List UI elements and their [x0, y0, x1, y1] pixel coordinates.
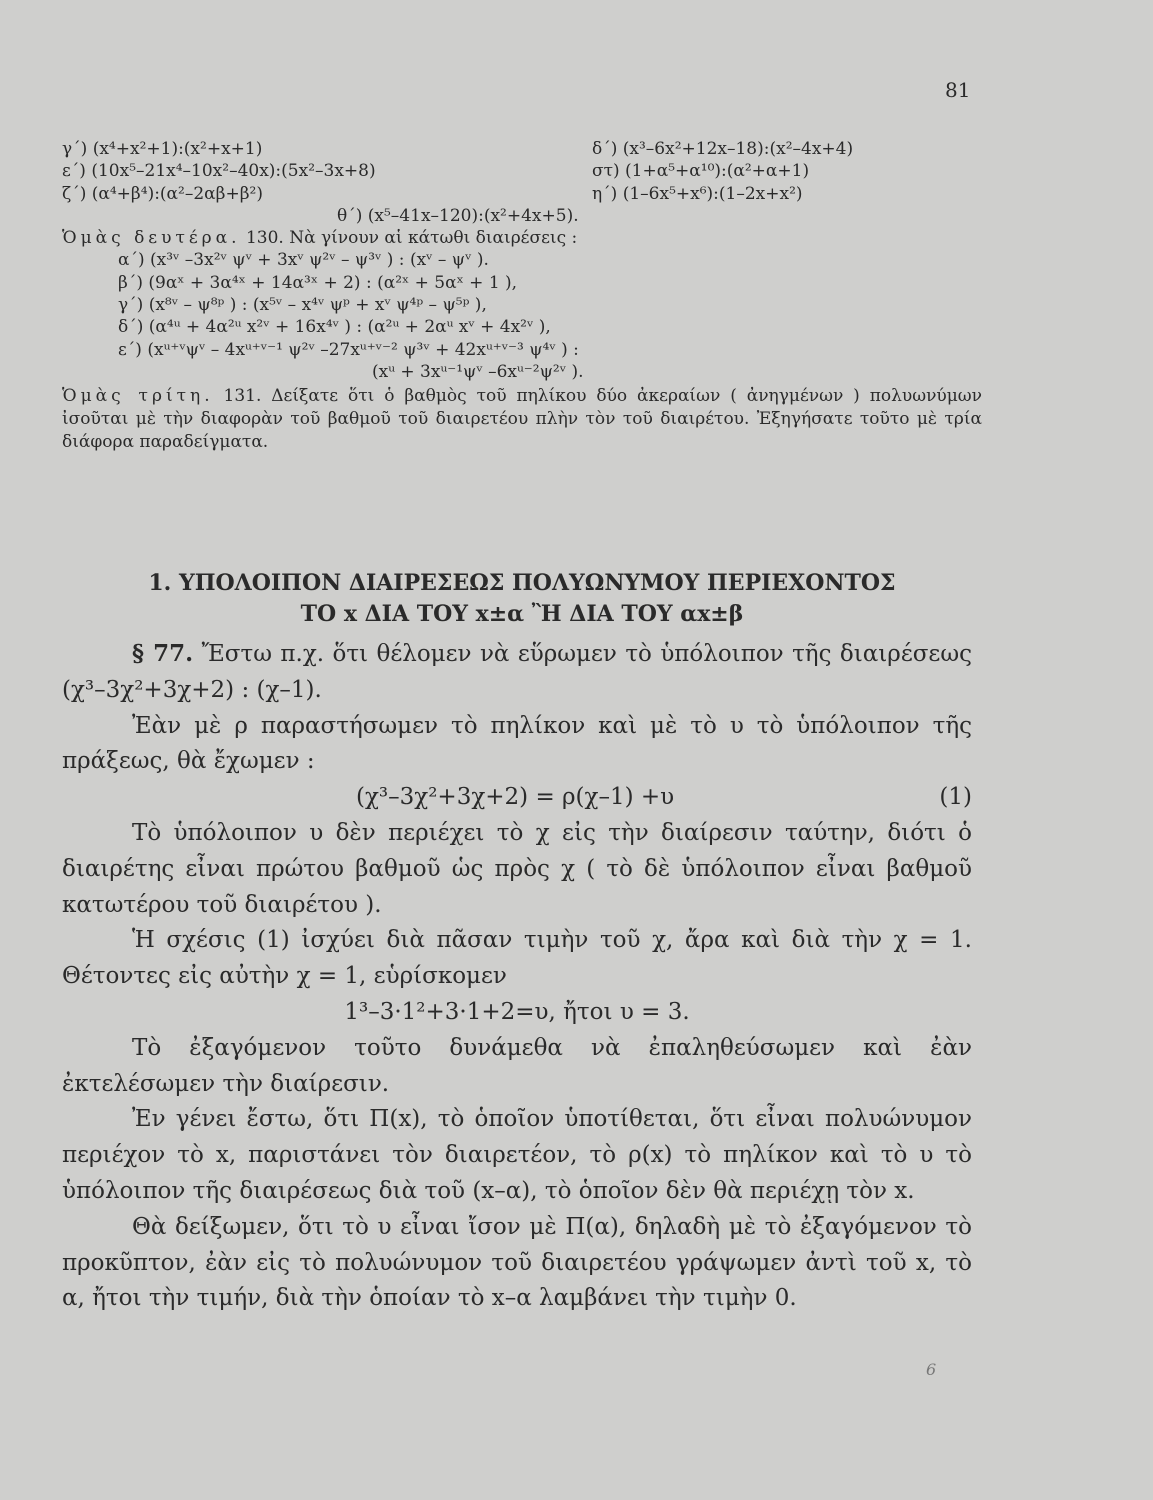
group2-continuation: (xᵘ + 3xᵘ⁻¹ψᵛ –6xᵘ⁻²ψ²ᵛ ).: [372, 361, 584, 382]
group2-item: ε΄) (xᵘ⁺ᵛψᵛ – 4xᵘ⁺ᵛ⁻¹ ψ²ᵛ –27xᵘ⁺ᵛ⁻² ψ³ᵛ + 42xᵘ⁺ᵛ⁻³ ψ⁴ᵛ ) :: [118, 339, 579, 360]
equation-1: [62, 780, 972, 816]
exercise-row: [62, 138, 982, 160]
exercise-left: γ΄) (x⁴+x²+1):(x²+x+1): [62, 139, 263, 159]
group2-item: δ΄) (α⁴ᵘ + 4α²ᵘ x²ᵛ + 16x⁴ᵛ ) : (α²ᵘ + 2αᵘ xᵛ + 4x²ᵛ ),: [118, 317, 551, 338]
paragraph: Τὸ ἐξαγόμενον τοῦτο δυνάμεθα νὰ ἐπαληθεύσωμεν καὶ ἐὰν ἐκτελέσωμεν τὴν διαίρεσιν.: [62, 1034, 972, 1097]
group2-text: 130. Νὰ γίνουν αἱ κάτωθι διαιρέσεις :: [245, 228, 578, 249]
paragraph: Ἐν γένει ἔστω, ὅτι Π(x), τὸ ὁποῖον ὑποτίθεται, ὅτι εἶναι πολυώνυμον περιέχον τὸ x, παριστάνει τὸν διαιρετέον, τὸ ρ(x) τὸ πηλίκον καὶ τὸ υ τὸ ὑπόλοιπον τῆς διαιρέσεως διὰ τοῦ (x–α), τὸ ὁποῖον δὲν θὰ περιέχῃ τὸν x.: [62, 1106, 972, 1204]
paragraph: Τὸ ὑπόλοιπον υ δὲν περιέχει τὸ χ εἰς τὴν διαίρεσιν ταύτην, διότι ὁ διαιρέτης εἶναι πρώτου βαθμοῦ ὡς πρὸς χ ( τὸ δὲ ὑπόλοιπον εἶναι βαθμοῦ κατωτέρου τοῦ διαιρέτου ).: [62, 819, 972, 918]
paragraph: Ἡ σχέσις (1) ἰσχύει διὰ πᾶσαν τιμὴν τοῦ χ, ἄρα καὶ διὰ τὴν χ = 1. Θέτοντες εἰς αὐτὴν χ = 1, εὑρίσκομεν: [62, 927, 972, 990]
heading-line-2: ΤΟ x ΔΙΑ ΤΟΥ x±α Ἢ ΔΙΑ ΤΟΥ αx±β: [300, 601, 744, 627]
exercise-right: στ) (1+α⁵+α¹⁰):(α²+α+1): [592, 161, 810, 182]
group2-item: α΄) (x³ᵛ –3x²ᵛ ψᵛ + 3xᵛ ψ²ᵛ – ψ³ᵛ ) : (xᵛ – ψᵛ ).: [118, 250, 489, 271]
group2-item: γ΄) (x⁸ᵛ – ψ⁸ᵖ ) : (x⁵ᵛ – x⁴ᵛ ψᵖ + xᵛ ψ⁴ᵖ – ψ⁵ᵖ ),: [118, 295, 487, 316]
paragraph: [62, 636, 972, 709]
exercise-left: ε΄) (10x⁵–21x⁴–10x²–40x):(5x²–3x+8): [62, 161, 376, 182]
signature-mark: 6: [926, 1360, 937, 1379]
page-number: 81: [945, 78, 971, 102]
paragraph-text: Ἔστω π.χ. ὅτι θέλομεν νὰ εὕρωμεν τὸ ὑπόλοιπον τῆς διαιρέσεως (χ³–3χ²+3χ+2) : (χ–1).: [62, 641, 972, 703]
heading-line-1: 1. ΥΠΟΛΟΙΠΟΝ ΔΙΑΙΡΕΣΕΩΣ ΠΟΛΥΩΝΥΜΟΥ ΠΕΡΙΕΧΟΝΤΟΣ: [148, 570, 896, 596]
paragraph: Θὰ δείξωμεν, ὅτι τὸ υ εἶναι ἴσον μὲ Π(α), δηλαδὴ μὲ τὸ ἐξαγόμενον τὸ προκῦπτον, ἐὰν εἰς τὸ πολυώνυμον τοῦ διαιρετέου γράψωμεν ἀντὶ τοῦ x, τὸ α, ἤτοι τὴν τιμήν, διὰ τὴν ὁποίαν τὸ x–α λαμβάνει τὴν τιμὴν 0.: [62, 1213, 972, 1312]
section-heading: [62, 568, 982, 630]
group3-label: Ὁμὰς τρίτη.: [62, 386, 214, 407]
group3-text: 131. Δείξατε ὅτι ὁ βαθμὸς τοῦ πηλίκου δύο ἀκεραίων ( ἀνηγμένων ) πολυωνύμων ἰσοῦται μὲ τὴν διαφορὰν τοῦ βαθμοῦ τοῦ διαιρετέου πλὴν τὸν τοῦ διαιρέτου. Ἐξηγήσατε τοῦτο μὲ τρία διάφορα παραδείγματα.: [62, 386, 983, 453]
group2-item: β΄) (9αˣ + 3α⁴ˣ + 14α³ˣ + 2) : (α²ˣ + 5αˣ + 1 ),: [118, 272, 518, 293]
paragraph: Ἐὰν μὲ ρ παραστήσωμεν τὸ πηλίκον καὶ μὲ τὸ υ τὸ ὑπόλοιπον τῆς πράξεως, θὰ ἔχωμεν :: [62, 712, 972, 775]
main-text: [62, 636, 972, 1317]
group2-intro: [62, 227, 982, 249]
equation-2: 1³–3·1²+3·1+2=υ, ἤτοι υ = 3.: [344, 998, 690, 1025]
group2-label: Ὁμὰς δευτέρα.: [62, 228, 241, 249]
exercise-right: η΄) (1–6x⁵+x⁶):(1–2x+x²): [592, 183, 803, 204]
exercise-row: [62, 205, 982, 227]
exercise-list-first: [62, 138, 982, 454]
equation-body: (χ³–3χ²+3χ+2) = ρ(χ–1) +υ: [356, 784, 675, 811]
exercise-theta: θ΄) (x⁵–41x–120):(x²+4x+5).: [337, 205, 579, 226]
exercise-right: δ΄) (x³–6x²+12x–18):(x²–4x+4): [592, 139, 854, 159]
exercise-row: [62, 183, 982, 205]
section-mark: § 77.: [132, 640, 194, 667]
equation-number: (1): [939, 784, 972, 811]
group3-paragraph: [62, 385, 982, 454]
exercise-row: [62, 160, 982, 182]
exercise-left: ζ΄) (α⁴+β⁴):(α²–2αβ+β²): [62, 183, 263, 204]
